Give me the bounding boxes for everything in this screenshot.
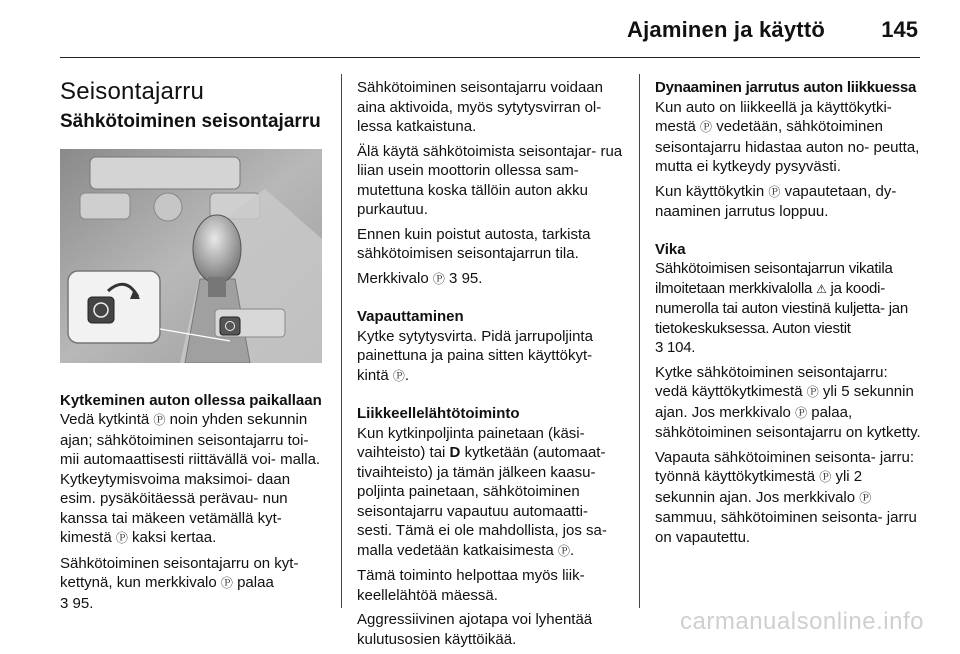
parking-brake-icon: Ⓟ (557, 543, 570, 558)
paragraph: Ennen kuin poistut autosta, tarkista sähkötoimisen seisontajarrun tila. (357, 225, 591, 262)
paragraph: Merkkivalo Ⓟ 3 95. (357, 269, 483, 287)
heading-fault: Vika (655, 240, 686, 258)
page-ref-arrow-icon: 3 (655, 339, 664, 356)
paragraph: Kun käyttökytkin Ⓟ vapautetaan, dy- naaminen jarrutus loppuu. (655, 182, 897, 220)
heading-drive-away: Liikkeellelähtötoiminto (357, 405, 520, 422)
paragraph: Sähkötoimisen seisontajarrun vikatila ilmoitetaan merkkivalolla ⚠ ja koodi- numerolla tai auton viestinä kuljetta- jan tietokeskuksessa. Auton viestit 3 104. (655, 260, 908, 356)
chapter-title: Ajaminen ja käyttö (627, 17, 825, 42)
paragraph: Älä käytä sähkötoimista seisontajar- rua liian usein moottorin ollessa sam- mutettuna koska tällöin auton akku purkautuu. (357, 142, 623, 218)
column-1 (60, 60, 325, 618)
page-reference[interactable]: 95. (461, 269, 483, 287)
parking-brake-icon: Ⓟ (432, 271, 445, 286)
column-divider-2 (639, 74, 640, 608)
parking-brake-icon: Ⓟ (700, 120, 713, 134)
parking-brake-icon: Ⓟ (220, 576, 233, 590)
page-ref-arrow-icon: 3 (60, 594, 69, 612)
page-number: 145 (881, 17, 918, 42)
parking-brake-icon: Ⓟ (768, 184, 781, 199)
paragraph: Kun kytkinpoljinta painetaan (käsi- vaihteisto) tai D kytketään (automaat- tivaihteisto) ja tämän jälkeen kaasu- poljinta painetaan, sähkötoiminen seisontajarru vapautuu automaatti- sesti. Tämä ei ole mahdollista, jos sa- malla vedetään katkaisimesta Ⓟ. (357, 424, 607, 559)
paragraph: Vedä kytkintä Ⓟ noin yhden sekunnin ajan; sähkötoiminen seisontajarru toi- mii automaattisesti riittävällä voi- malla. Kytkeytymisvoima maksimoi- daan esim. pysäköitäessä perävau- nun kanssa tai mäkeen vetämällä kyt- kimestä Ⓟ kaksi kertaa. (60, 411, 321, 546)
header-divider (60, 57, 920, 58)
paragraph: Kun auto on liikkeellä ja käyttökytki- mestä Ⓟ vedetään, sähkötoiminen seisontajarru hidastaa auton no- peutta, mutta ei kytkeydy pysyvästi. (655, 98, 920, 175)
paragraph: Kytke sähkötoiminen seisontajarru: vedä käyttökytkimestä Ⓟ yli 5 sekunnin ajan. Jos merkkivalo Ⓟ palaa, sähkötoiminen seisontajarru on kytketty. (655, 363, 921, 441)
column-2 (357, 78, 625, 654)
parking-brake-icon: Ⓟ (819, 470, 832, 484)
paragraph: Vapauta sähkötoiminen seisonta- jarru: työnnä käyttökytkimestä Ⓟ yli 2 sekunnin ajan. Jos merkkivalo Ⓟ sammuu, sähkötoiminen seisonta- jarru on vapautettu. (655, 448, 917, 546)
parking-brake-icon: Ⓟ (795, 405, 808, 420)
gear-d-label: D (449, 444, 461, 461)
heading-stationary: Kytkeminen auton ollessa paikallaan (60, 391, 322, 409)
column-3 (655, 78, 923, 552)
section-subtitle: Sähkötoiminen seisontajarru (60, 111, 321, 132)
section-title: Seisontajarru (60, 78, 205, 105)
heading-dynamic-braking: Dynaaminen jarrutus auton liikkuessa (655, 79, 917, 96)
paragraph: Aggressiivinen ajotapa voi lyhentää kulutusosien käyttöikää. (357, 611, 593, 648)
paragraph: Tämä toiminto helpottaa myös liik- keellelähtöä mäessä. (357, 567, 585, 604)
column-divider-1 (341, 74, 342, 608)
page-ref-arrow-icon: 3 (449, 269, 458, 287)
heading-release: Vapauttaminen (357, 308, 464, 325)
paragraph: Sähkötoiminen seisontajarru on kyt- kettynä, kun merkkivalo Ⓟ palaa 3 95. (60, 554, 299, 612)
parking-brake-icon: Ⓟ (115, 531, 128, 545)
parking-brake-figure (60, 149, 322, 363)
watermark: carmanualsonline.info (680, 608, 924, 635)
parking-brake-icon: Ⓟ (392, 368, 405, 383)
page-reference[interactable]: 104. (667, 339, 696, 356)
parking-brake-icon: Ⓟ (806, 385, 819, 399)
paragraph: Kytke sytytysvirta. Pidä jarrupoljinta painettuna ja paina sitten käyttökyt- kintä Ⓟ. (357, 327, 593, 384)
warning-icon: ⚠ (816, 281, 827, 296)
parking-brake-icon: Ⓟ (153, 413, 166, 427)
parking-brake-icon: Ⓟ (859, 490, 872, 505)
page-reference[interactable]: 95. (72, 594, 94, 612)
paragraph: Sähkötoiminen seisontajarru voidaan aina aktivoida, myös sytytysvirran ol- lessa katkaistuna. (357, 79, 603, 135)
